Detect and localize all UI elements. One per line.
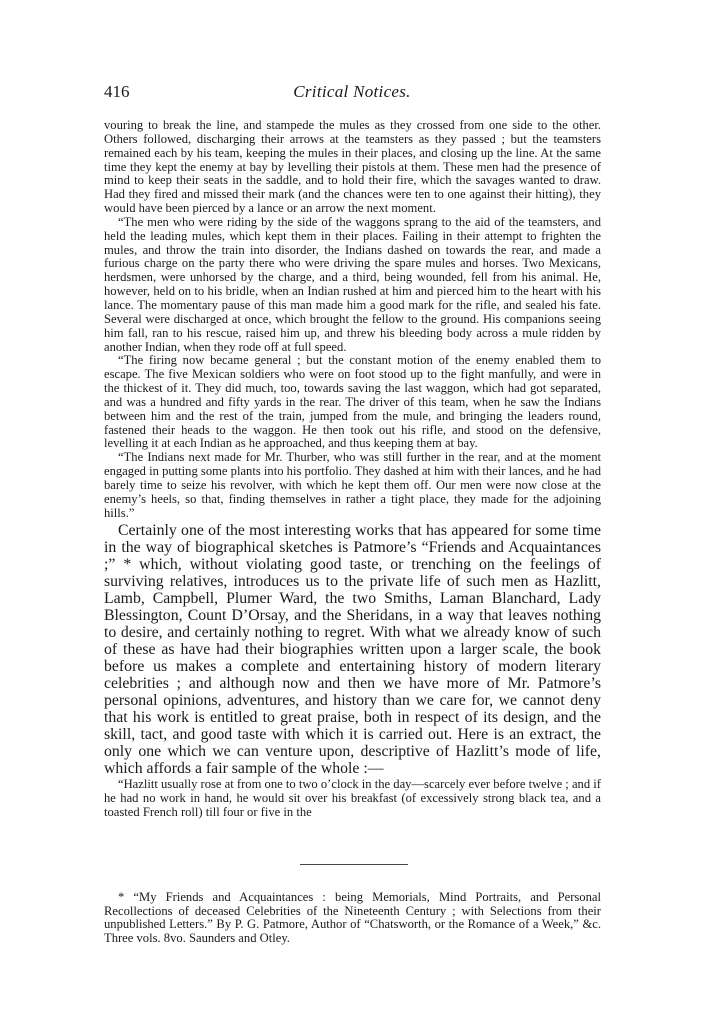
quoted-paragraph: “The Indians next made for Mr. Thurber, who was still further in the rear, and at the moment engaged in putting some plants into his portfolio. They dashed at him with their lances, and he had barely time to seize his revolver, with which he kept them off. Our men were now close at the enemy’s heels, so that, finding themselves in rather a tight place, they made for the adjoining hills.” xyxy=(104,450,601,520)
extract-paragraph: “Hazlitt usually rose at from one to two o’clock in the day—scarcely ever before twelve ; and if he had no work in hand, he would sit over his breakfast (of excessively strong black tea, and a toasted French roll) till four or five in the xyxy=(104,777,601,820)
body-text xyxy=(104,119,601,820)
paragraph-continued: vouring to break the line, and stampede the mules as they crossed from one side to the other. Others followed, discharging their arrows at the teamsters as they passed ; but the teamsters remained each by his team, keeping the mules in their places, and closing up the line. At the same time they kept the enemy at bay by levelling their pistols at them. These men had the presence of mind to keep their seats in the saddle, and to hold their fire, which the savages wanted to draw. Had they fired and missed their mark (and the chances were ten to one against their hitting), they would have been pierced by a lance or an arrow the next moment. xyxy=(104,118,601,216)
page-number: 416 xyxy=(104,82,130,101)
page-header xyxy=(104,82,600,106)
quoted-paragraph: “The men who were riding by the side of the waggons sprang to the aid of the teamsters, and held the leading mules, which kept them in their places. Failing in their attempt to frighten the mules, and throw the train into disorder, the Indians dashed on towards the rear, and made a furious charge on the party there who were driving the spare mules and horses. Two Mexicans, herdsmen, were unhorsed by the charge, and a third, being wounded, fell from his animal. He, however, held on to his bridle, when an Indian rushed at him and pierced him to the heart with his lance. The momentary pause of this man made him a good mark for the rifle, and sealed his fate. Several were discharged at once, which brought the fellow to the ground. His companions seeing him fall, ran to his rescue, raised him up, and threw his bleeding body across a mule ridden by another Indian, when they rode off at full speed. xyxy=(104,214,601,354)
quoted-paragraph: “The firing now became general ; but the constant motion of the enemy enabled them to escape. The five Mexican soldiers who were on foot stood up to the fight manfully, and were in the thickest of it. They did much, too, towards saving the last waggon, which had got separated, and was a hundred and fifty yards in the rear. The driver of this team, when he saw the Indians between him and the rest of the train, jumped from the mule, and bringing the leaders round, fastened their heads to the waggon. He then took out his rifle, and stood on the defensive, levelling it at each Indian as he approached, and thus keeping them at bay. xyxy=(104,353,601,451)
running-title: Critical Notices. xyxy=(293,82,411,101)
footnote: * “My Friends and Acquaintances : being Memorials, Mind Portraits, and Personal Recollections of deceased Celebrities of the Nineteenth Century ; with Selections from their unpublished Letters.” By P. G. Patmore, Author of “Chatsworth, or the Romance of a Week,” &c. Three vols. 8vo. Saunders and Otley. xyxy=(104,889,601,946)
review-paragraph: Certainly one of the most interesting works that has appeared for some time in the way of biographical sketches is Patmore’s “Friends and Acquaintances ;” * which, without violating good taste, or trenching on the feelings of surviving relatives, introduces us to the private life of such men as Hazlitt, Lamb, Campbell, Plumer Ward, the two Smiths, Laman Blanchard, Lady Blessington, Count D’Orsay, and the Sheridans, in a way that leaves nothing to desire, and certainly nothing to regret. With what we already know of such of these as have had their biographies written upon a larger scale, the book before us makes a complete and entertaining history of modern literary celebrities ; and although now and then we have more of Mr. Patmore’s personal opinions, adventures, and history than we care for, we cannot deny that his work is entitled to great praise, both in respect of its design, and the skill, tact, and good taste with which it is carried out. Here is an extract, the only one which we can venture upon, descriptive of Hazlitt’s mode of life, which affords a fair sample of the whole :— xyxy=(104,522,601,778)
footnote-divider xyxy=(300,864,408,865)
